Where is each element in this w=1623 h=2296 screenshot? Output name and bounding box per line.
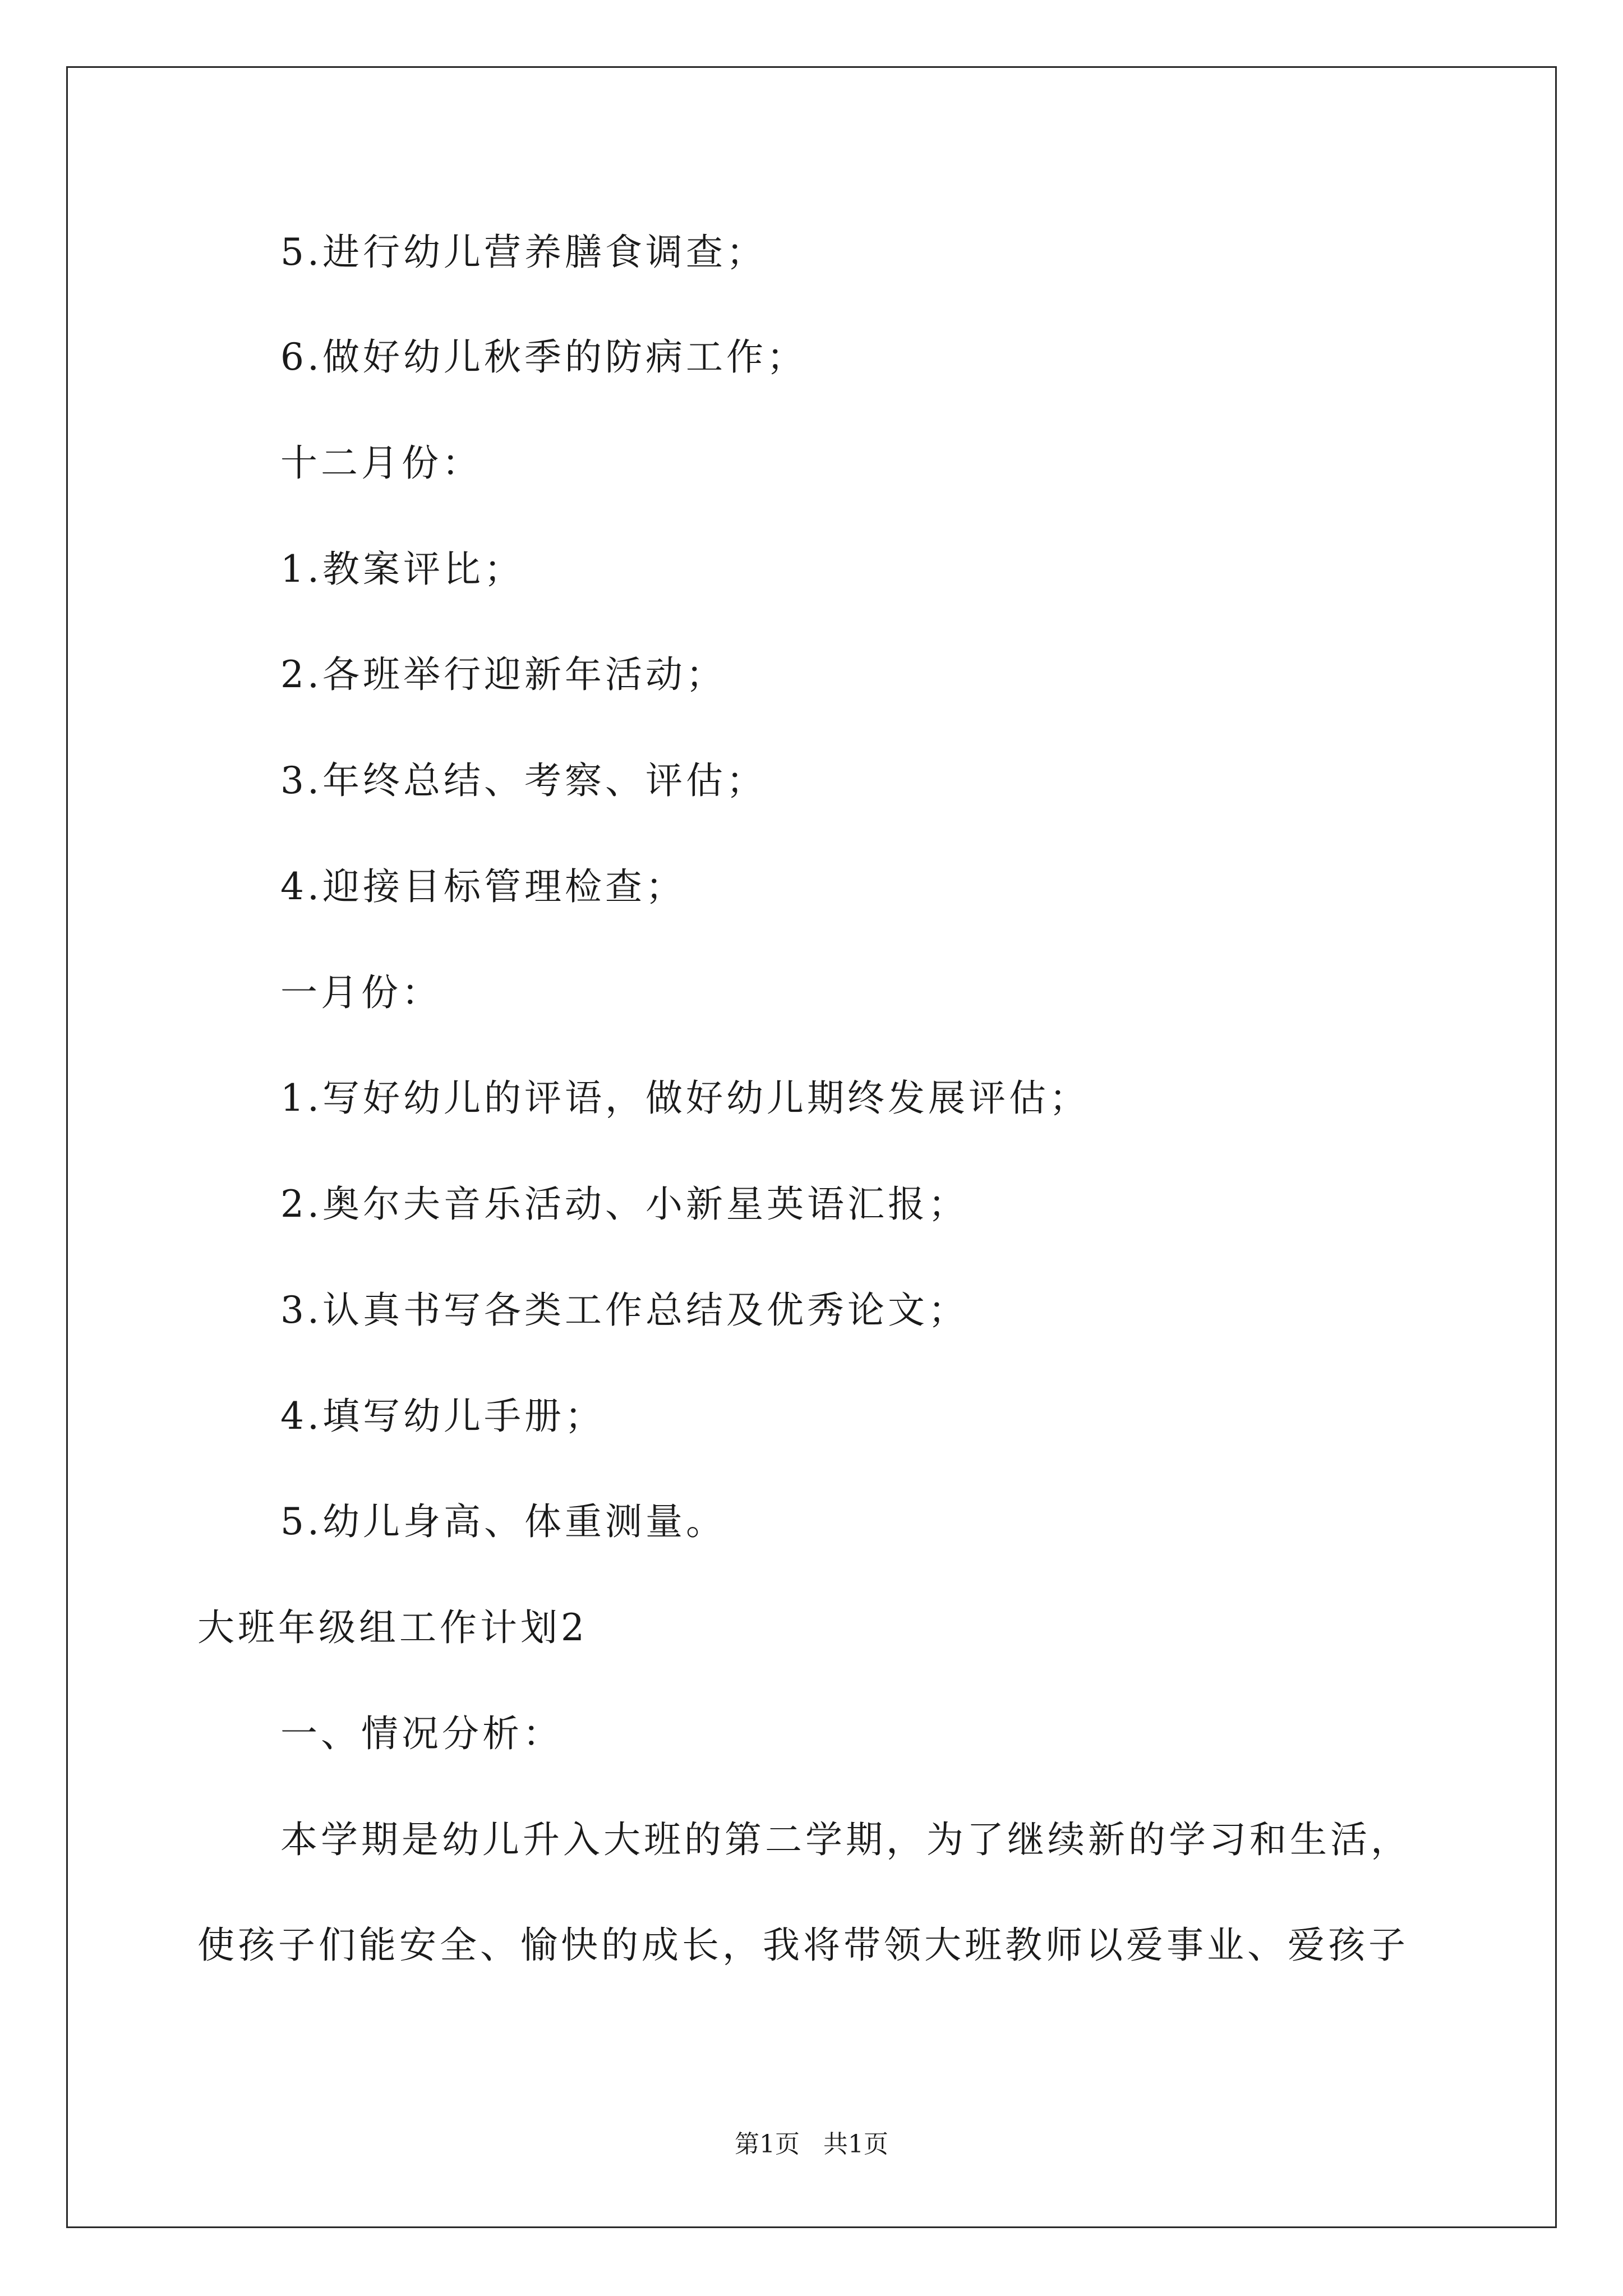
document-title: 大班年级组工作计划2 xyxy=(197,1606,588,1649)
section-heading-january: 一月份： xyxy=(280,971,442,1014)
body-paragraph-line-1: 本学期是幼儿升入大班的第二学期，为了继续新的学习和生活， xyxy=(280,1818,1411,1861)
page-footer: 第1页 共1页 xyxy=(735,2130,888,2159)
list-item-autumn-disease-prevention: 6.做好幼儿秋季的防病工作； xyxy=(280,335,807,379)
list-item-work-summaries: 3.认真书写各类工作总结及优秀论文； xyxy=(280,1289,969,1332)
list-item-year-end-summary: 3.年终总结、考察、评估； xyxy=(280,759,767,802)
list-item-child-handbook: 4.填写幼儿手册； xyxy=(280,1395,605,1438)
list-item-child-comments: 1.写好幼儿的评语，做好幼儿期终发展评估； xyxy=(280,1076,1090,1120)
list-item-nutrition-survey: 5.进行幼儿营养膳食调查； xyxy=(280,231,767,274)
section-heading-december: 十二月份： xyxy=(280,441,482,485)
body-paragraph-line-2: 使孩子们能安全、愉快的成长，我将带领大班教师以爱事业、爱孩子 xyxy=(197,1924,1409,1967)
section-heading-situation-analysis: 一、情况分析： xyxy=(280,1712,563,1755)
list-item-height-weight: 5.幼儿身高、体重测量。 xyxy=(280,1500,726,1543)
list-item-orff-music-report: 2.奥尔夫音乐活动、小新星英语汇报； xyxy=(280,1182,969,1226)
list-item-target-management-check: 4.迎接目标管理检查； xyxy=(280,865,686,908)
list-item-new-year-activity: 2.各班举行迎新年活动； xyxy=(280,653,726,696)
list-item-lesson-plan-contest: 1.教案评比； xyxy=(280,547,524,591)
page-border xyxy=(66,66,1557,2228)
